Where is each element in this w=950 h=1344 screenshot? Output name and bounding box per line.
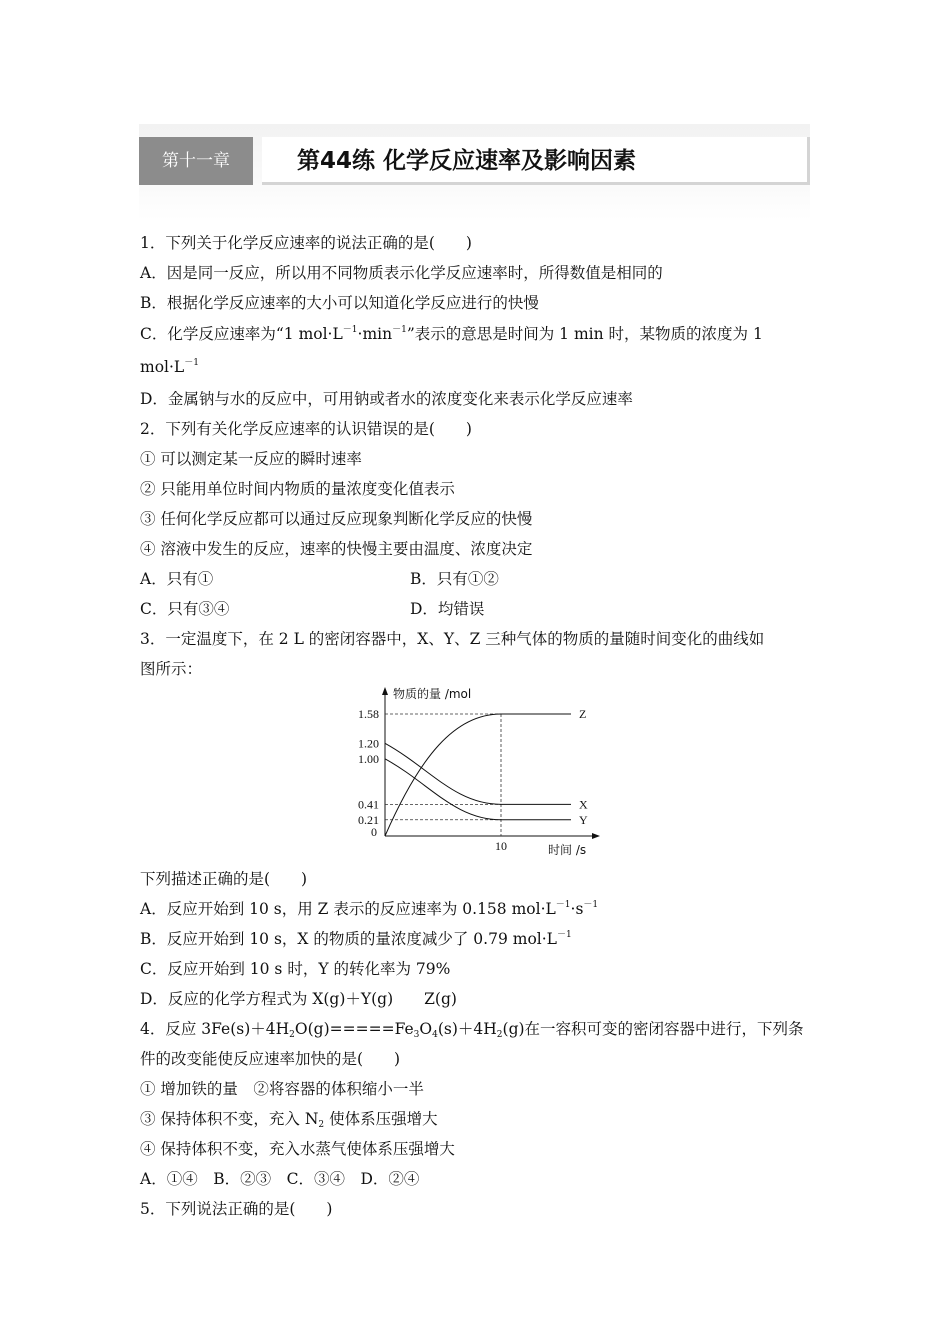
q4-statement-3: ③ 保持体积不变，充入 $N_2$ 使体系压强增大	[140, 1110, 438, 1130]
q4-stem: 4．反应 $3Fe(s)+4H_2O(g)=====Fe_3O_4(s)+4H_2(g)$在一容积可变的密闭容器中进行，下列条	[140, 1020, 804, 1040]
q3-stem: 3．一定温度下，在 2 L 的密闭容器中，X、Y、Z 三种气体的物质的量随时间变化的曲线如	[140, 630, 765, 648]
q5-stem: 5．下列说法正确的是( )	[140, 1200, 333, 1218]
y-axis-arrow-icon	[382, 687, 388, 695]
q2-option-d: D．均错误	[410, 600, 485, 618]
q2-options-ab	[140, 564, 812, 594]
q3-option-d: D．反应的化学方程式为 X(g)＋Y(g) Z(g)	[140, 990, 457, 1008]
q2-option-b: B．只有①②	[410, 570, 499, 588]
series-label-Z: Z	[579, 707, 587, 721]
q2-option-a: A．只有①	[140, 570, 214, 588]
y-tick-0.21: 0.21	[358, 812, 379, 827]
q4-options: A．①④ B．②③ C．③④ D．②④	[140, 1170, 420, 1188]
q3-after-chart: 下列描述正确的是( )	[140, 870, 308, 888]
x-axis-label: 时间 /s	[548, 843, 587, 856]
q3-option-b: B．反应开始到 10 s，X 的物质的量浓度减少了 0.79 $mol\cdot L^{-1}$	[140, 930, 572, 948]
q2-options-cd	[140, 594, 812, 624]
y-tick-0.41: 0.41	[358, 797, 379, 812]
q3-option-c: C．反应开始到 10 s 时，Y 的转化率为 79%	[140, 960, 451, 978]
exercise-content	[140, 228, 812, 1224]
q2-statement-1: ① 可以测定某一反应的瞬时速率	[140, 450, 362, 468]
q3-chart	[140, 684, 812, 864]
q1-option-c-cont: $mol\cdot L^{-1}$	[140, 358, 199, 376]
y-ticks	[358, 707, 379, 827]
curve-Z	[385, 714, 571, 836]
series-label-Y: Y	[579, 812, 588, 827]
x-tick-10: 10	[495, 839, 507, 853]
q4-statement-4: ④ 保持体积不变，充入水蒸气使体系压强增大	[140, 1140, 455, 1158]
q4-stem-cont: 件的改变能使反应速率加快的是( )	[140, 1050, 401, 1068]
y-tick-1.00: 1.00	[358, 751, 379, 766]
q3-option-a: A．反应开始到 10 s，用 Z 表示的反应速率为 0.158 $mol\cdot L^{-1}\cdot s^{-1}$	[140, 900, 599, 918]
series-label-X: X	[579, 797, 588, 812]
q1-stem: 1．下列关于化学反应速率的说法正确的是( )	[140, 234, 472, 252]
q2-statement-3: ③ 任何化学反应都可以通过反应现象判断化学反应的快慢	[140, 510, 533, 528]
chapter-label: 第十一章	[139, 137, 253, 185]
q1-option-a: A．因是同一反应，所以用不同物质表示化学反应速率时，所得数值是相同的	[140, 264, 663, 282]
title-box	[262, 137, 810, 185]
q2-statement-4: ④ 溶液中发生的反应，速率的快慢主要由温度、浓度决定	[140, 540, 533, 558]
curve-X	[385, 743, 571, 804]
curve-Y	[385, 759, 571, 820]
q1-option-b: B．根据化学反应速率的大小可以知道化学反应进行的快慢	[140, 294, 539, 312]
q4-statements-1-2: ① 增加铁的量 ②将容器的体积缩小一半	[140, 1080, 424, 1098]
q3-chart-svg	[349, 684, 609, 856]
q1-option-d: D．金属钠与水的反应中，可用钠或者水的浓度变化来表示化学反应速率	[140, 390, 633, 408]
q3-stem-cont: 图所示：	[140, 660, 203, 678]
q1-option-c: C．化学反应速率为“1 $mol\cdot L^{-1}\cdot\min^{-1}$”表示的意思是时间为 1 min 时，某物质的浓度为 1	[140, 325, 763, 343]
q2-statement-2: ② 只能用单位时间内物质的量浓度变化值表示	[140, 480, 455, 498]
q2-stem: 2．下列有关化学反应速率的认识错误的是( )	[140, 420, 472, 438]
curves	[385, 714, 571, 836]
origin-tick: 0	[371, 825, 377, 839]
x-axis-arrow-icon	[592, 833, 600, 839]
y-tick-1.58: 1.58	[358, 707, 379, 721]
page-title: 第44练 化学反应速率及影响因素	[297, 148, 637, 174]
y-axis-label: 物质的量 /mol	[393, 687, 472, 701]
q2-option-c: C．只有③④	[140, 600, 230, 618]
y-tick-1.20: 1.20	[358, 736, 379, 751]
series-labels	[579, 707, 588, 827]
